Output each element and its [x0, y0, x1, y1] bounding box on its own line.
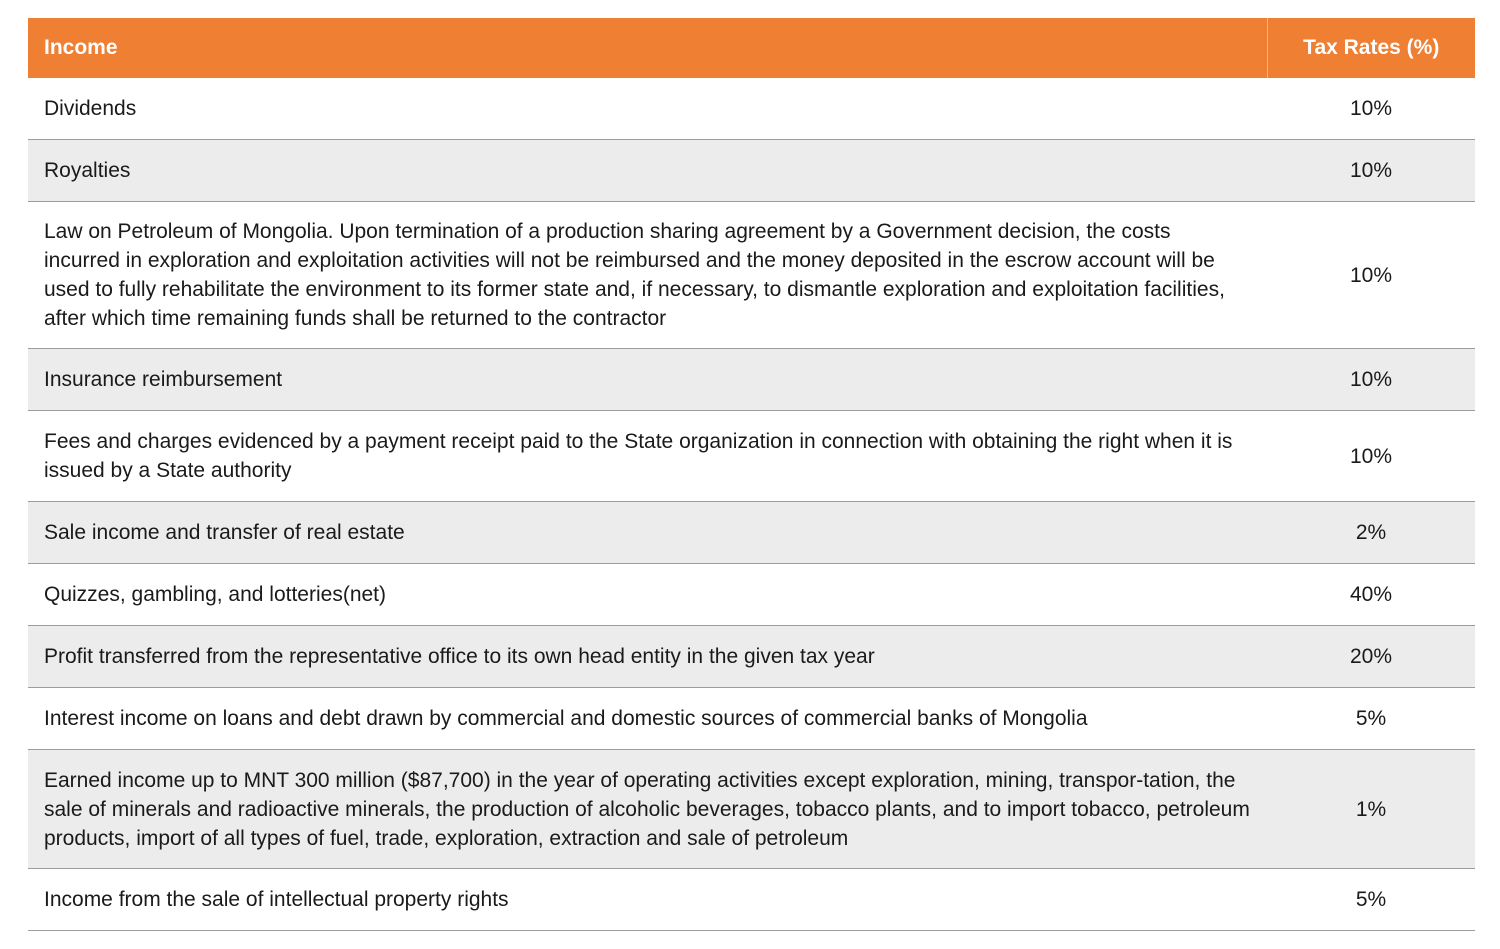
table-row [28, 202, 1475, 349]
income-cell: Quizzes, gambling, and lotteries(net) [28, 564, 1267, 626]
income-cell: Sale income and transfer of real estate [28, 502, 1267, 564]
income-cell: Earned income up to MNT 300 million ($87,700) in the year of operating activities except exploration, mining, transpor-tation, the sale of minerals and radioactive minerals, the production of alcoholic beverages, tobacco plants, and to import tobacco, petroleum products, import of all types of fuel, trade, exploration, extraction and sale of petroleum [28, 750, 1267, 869]
tax-rates-table [28, 18, 1475, 931]
income-cell: Profit transferred from the representative office to its own head entity in the given tax year [28, 626, 1267, 688]
tax-rate-column-header: Tax Rates (%) [1267, 18, 1475, 78]
income-cell: Insurance reimbursement [28, 349, 1267, 411]
income-cell: Income from the sale of intellectual property rights [28, 869, 1267, 931]
tax-rate-cell: 40% [1267, 564, 1475, 626]
income-cell: Interest income on loans and debt drawn by commercial and domestic sources of commercial banks of Mongolia [28, 688, 1267, 750]
tax-rate-cell: 1% [1267, 750, 1475, 869]
header-row [28, 18, 1475, 78]
table-header [28, 18, 1475, 78]
income-column-header: Income [28, 18, 1267, 78]
tax-rate-cell: 10% [1267, 78, 1475, 140]
tax-rate-cell: 5% [1267, 869, 1475, 931]
table-row [28, 750, 1475, 869]
table-row [28, 411, 1475, 502]
income-cell: Law on Petroleum of Mongolia. Upon termination of a production sharing agreement by a Government decision, the costs incurred in exploration and exploitation activities will not be reimbursed and the money deposited in the escrow account will be used to fully rehabilitate the environment to its former state and, if necessary, to dismantle exploration and exploitation facilities, after which time remaining funds shall be returned to the contractor [28, 202, 1267, 349]
tax-rate-cell: 10% [1267, 411, 1475, 502]
table-row [28, 502, 1475, 564]
tax-rate-cell: 10% [1267, 140, 1475, 202]
table-row [28, 869, 1475, 931]
table-row [28, 564, 1475, 626]
tax-rate-cell: 2% [1267, 502, 1475, 564]
table-row [28, 349, 1475, 411]
tax-rate-cell: 10% [1267, 202, 1475, 349]
tax-rate-cell: 20% [1267, 626, 1475, 688]
table-row [28, 626, 1475, 688]
table-row [28, 78, 1475, 140]
income-cell: Dividends [28, 78, 1267, 140]
tax-rate-cell: 5% [1267, 688, 1475, 750]
income-cell: Royalties [28, 140, 1267, 202]
table-row [28, 688, 1475, 750]
tax-rate-cell: 10% [1267, 349, 1475, 411]
table-row [28, 140, 1475, 202]
income-cell: Fees and charges evidenced by a payment receipt paid to the State organization in connection with obtaining the right when it is issued by a State authority [28, 411, 1267, 502]
table-body [28, 78, 1475, 931]
